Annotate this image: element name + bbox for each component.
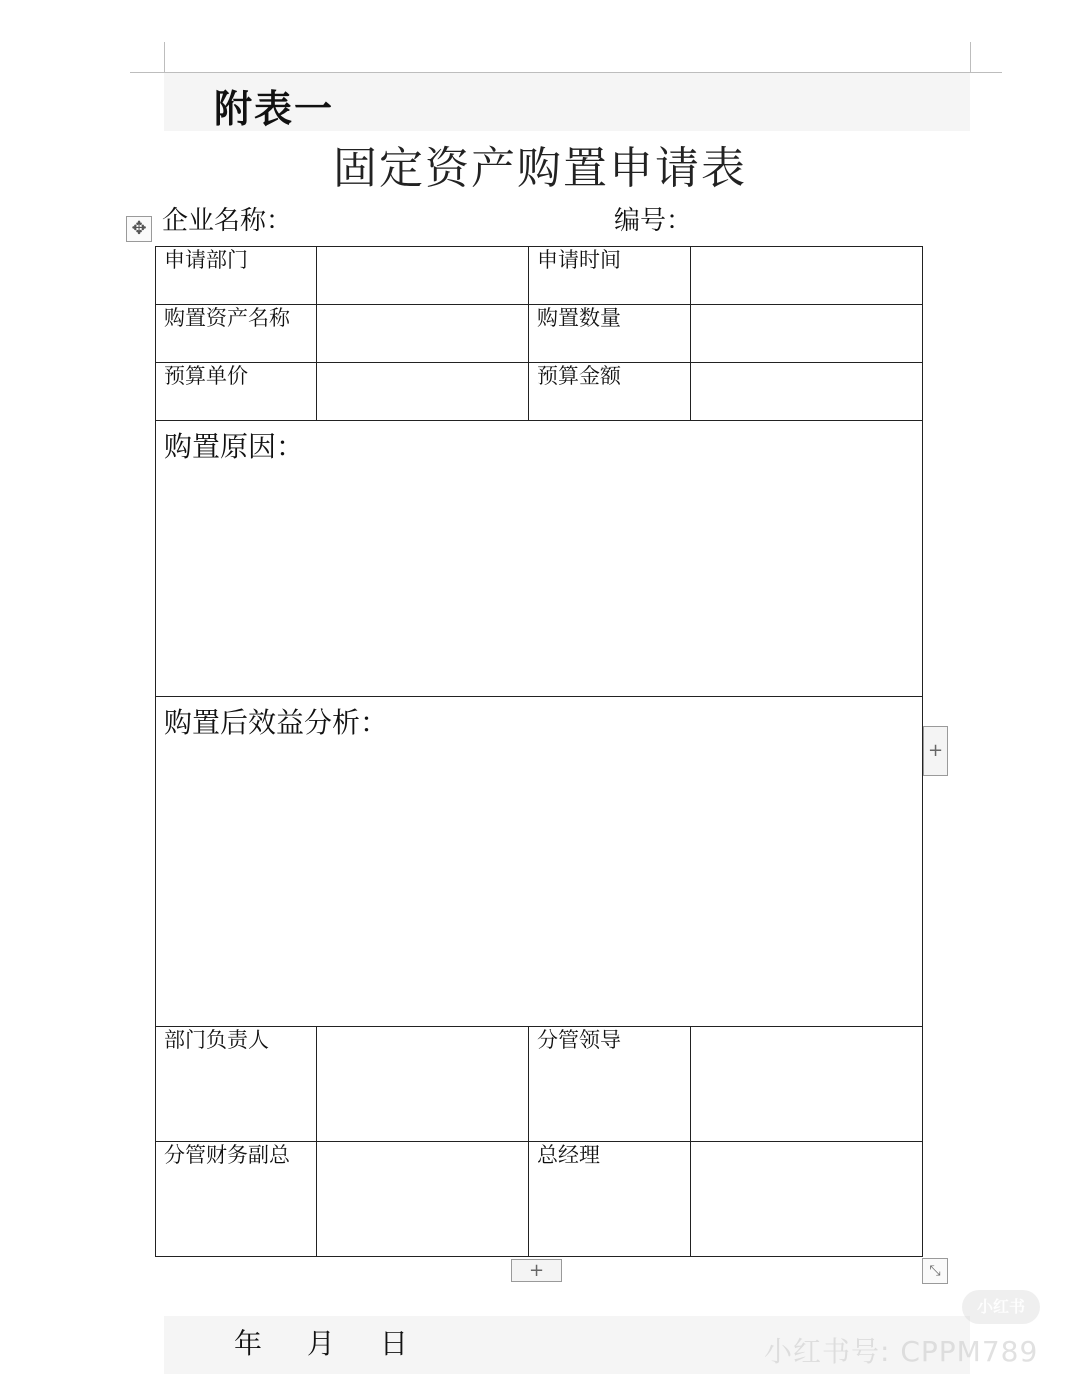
table-row [156,421,923,697]
table-row [156,363,923,421]
asset-name-label: 购置资产名称 [164,306,290,330]
table-row [156,247,923,305]
reason-cell[interactable] [156,421,923,697]
margin-guide-right [970,42,971,72]
supervisor-label: 分管领导 [537,1028,621,1052]
finance-vp-sign-cell[interactable] [317,1142,529,1257]
dept-label: 申请部门 [164,248,248,272]
unit-price-value-cell[interactable] [317,363,529,421]
budget-amount-value-cell[interactable] [691,363,923,421]
label-cell [529,363,691,421]
label-cell [529,247,691,305]
table-row [156,1027,923,1142]
dept-value-cell[interactable] [317,247,529,305]
asset-name-value-cell[interactable] [317,305,529,363]
benefit-cell[interactable] [156,697,923,1027]
label-cell [156,363,317,421]
table-row [156,697,923,1027]
label-cell [156,1027,317,1142]
number-label: 编号： [614,206,693,236]
quantity-value-cell[interactable] [691,305,923,363]
table-row [156,1142,923,1257]
label-cell [529,1027,691,1142]
add-row-button[interactable] [511,1259,562,1282]
year-label: 年 [234,1327,263,1360]
unit-price-label: 预算单价 [164,364,248,388]
resize-icon: ⤡ [929,1263,941,1279]
label-cell [529,1142,691,1257]
apply-time-value-cell[interactable] [691,247,923,305]
dept-head-label: 部门负责人 [164,1028,269,1052]
month-label: 月 [306,1327,335,1360]
plus-icon: + [927,740,944,761]
add-column-button[interactable] [923,726,948,776]
label-cell [156,305,317,363]
supervisor-sign-cell[interactable] [691,1027,923,1142]
asset-purchase-table [155,246,923,1257]
apply-time-label: 申请时间 [537,248,621,272]
page-title: 固定资产购置申请表 [333,143,747,194]
label-cell [529,305,691,363]
margin-guide-left [164,42,165,72]
company-name-label: 企业名称： [162,206,293,236]
table-move-handle[interactable] [126,216,152,242]
quantity-label: 购置数量 [537,306,621,330]
label-cell [156,1142,317,1257]
appendix-label: 附表一 [214,87,335,131]
general-manager-label: 总经理 [537,1143,600,1167]
budget-amount-label: 预算金额 [537,364,621,388]
watermark-text: 小红书号: CPPM789 [764,1335,1039,1368]
date-line [234,1322,444,1362]
table-resize-handle[interactable] [922,1258,948,1284]
benefit-label: 购置后效益分析： [164,706,389,739]
plus-icon: + [528,1260,545,1281]
reason-label: 购置原因： [164,430,305,463]
day-label: 日 [379,1327,408,1360]
general-manager-sign-cell[interactable] [691,1142,923,1257]
label-cell [156,247,317,305]
table-row [156,305,923,363]
move-icon: ✥ [131,218,147,239]
finance-vp-label: 分管财务副总 [164,1143,290,1167]
watermark-badge: 小红书 [962,1290,1040,1324]
dept-head-sign-cell[interactable] [317,1027,529,1142]
